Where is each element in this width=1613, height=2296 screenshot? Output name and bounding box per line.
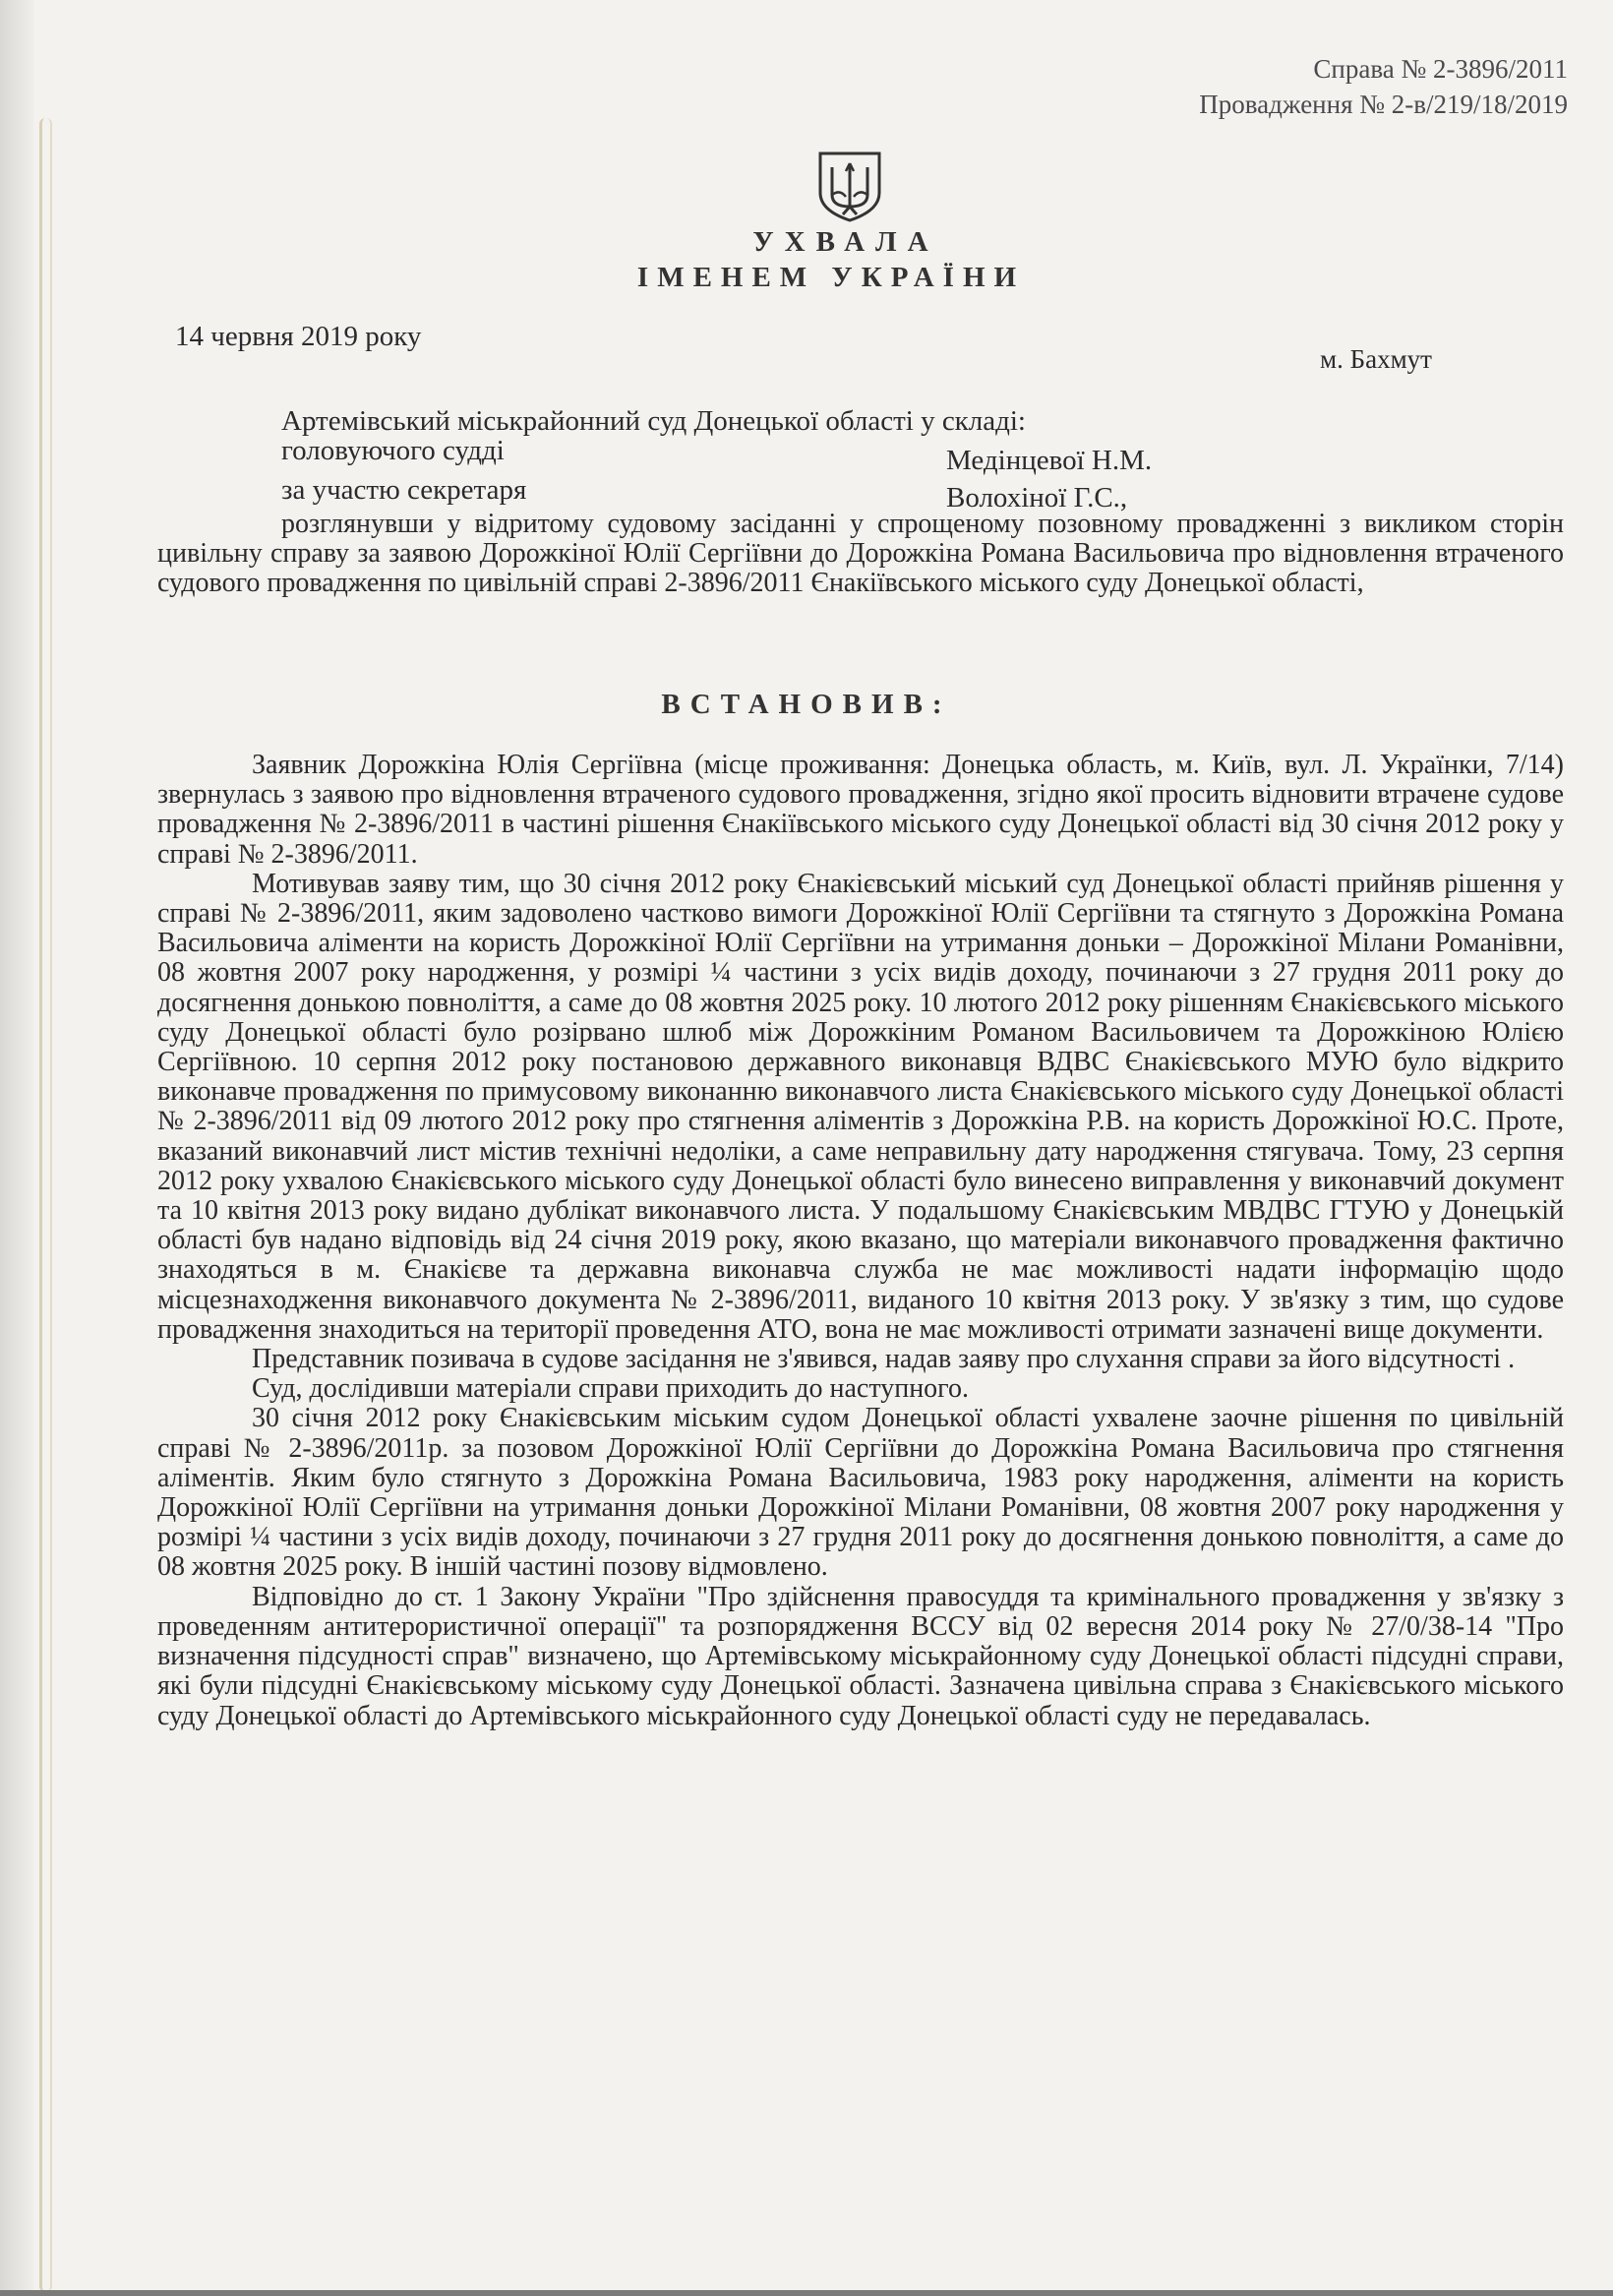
presiding-role: головуючого судді xyxy=(281,435,505,466)
paragraph: Мотивував заяву тим, що 30 січня 2012 року Єнакієвський міський суд Донецької області прийняв рішення у справі № 2-3896/2011, яким задоволено частково вимоги Дорожкіної Юлії Сергіївни та стягнуто з Дорожкіна Романа Васильовича аліменти на користь Дорожкіної Юлії Сергіївни на утримання доньки – Дорожкіної Мілани Романівни, 08 жовтня 2007 року народження, у розмірі ¼ частини з усіх видів доходу, починаючи з 27 грудня 2011 року до досягнення донькою повноліття, а саме до 08 жовтня 2025 року. 10 лютого 2012 року рішенням Єнакієвського міського суду Донецької області було розірвано шлюб між Дорожкіним Романом Васильовичем та Дорожкіною Юлією Сергіївною. 10 серпня 2012 року постановою державного виконавця ВДВС Єнакієвського МУЮ було відкрито виконавче провадження по примусовому виконанню виконавчого листа Єнакієвського міського суду Донецької області № 2-3896/2011 від 09 лютого 2012 року про стягнення аліментів з Дорожкіна Р.В. на користь Дорожкіної Ю.С. Проте, вказаний виконавчий лист містив технічні недоліки, а саме неправильну дату народження стягувача. Тому, 23 серпня 2012 року ухвалою Єнакієвського міського суду Донецької області було винесено виправлення у виконавчий документ та 10 квітня 2013 року видано дублікат виконавчого листа. У подальшому Єнакієвським МВДВС ГТУЮ у Донецькій області був надано відповідь від 24 січня 2019 року, якою вказано, що матеріали виконавчого провадження фактично знаходяться в м. Єнакієве та державна виконавча служба не має можливості надати інформацію щодо місцезнаходження виконавчого документа № 2-3896/2011, виданого 10 квітня 2013 року. У зв'язку з тим, що судове провадження знаходиться на території проведення АТО, вона не має можливості отримати зазначені вище документи. xyxy=(157,868,1564,1345)
case-references xyxy=(1199,51,1568,122)
secretary-name: Волохіної Г.С., xyxy=(946,482,1128,514)
body-text xyxy=(157,751,1564,1731)
document-date: 14 червня 2019 року xyxy=(175,321,422,352)
secretary-role: за участю секретаря xyxy=(281,474,527,506)
binding-string xyxy=(39,118,52,2292)
case-number: Справа № 2-3896/2011 xyxy=(1313,54,1568,84)
paragraph: 30 січня 2012 року Єнакієвським міським судом Донецької області ухвалене заочне рішення по цивільній справі № 2-3896/2011р. за позовом Дорожкіної Юлії Сергіївни до Дорожкіна Романа Васильовича про стягнення аліментів. Яким було стягнуто з Дорожкіна Романа Васильовича, 1983 року народження, аліменти на користь Дорожкіної Юлії Сергіївни на утримання доньки Дорожкіної Мілани Романівни, 08 жовтня 2007 року народження у розмірі ¼ частини з усіх видів доходу, починаючи з 27 грудня 2011 року до досягнення донькою повноліття, а саме до 08 жовтня 2025 року. В іншій частині позову відмовлено. xyxy=(157,1403,1564,1583)
intro-paragraph: розглянувши у відритому судовому засіданні у спрощеному позовному провадженні з викликом сторін цивільну справу за заявою Дорожкіної Юлії Сергіївни до Дорожкіна Романа Васильовича про відновлення втраченого судового провадження по цивільній справі 2-3896/2011 Єнакіївського міського суду Донецької області, xyxy=(157,509,1564,599)
court-composition: Артемівський міськрайонний суд Донецької області у складі: xyxy=(281,405,1026,437)
section-heading: ВСТАНОВИВ: xyxy=(661,689,952,720)
paragraph: Відповідно до ст. 1 Закону України "Про здійснення правосуддя та кримінального провадження у зв'язку з проведенням антитерористичної операції" та розпорядження ВССУ від 02 вересня 2014 року № 27/0/38-14 "Про визначення підсудності справ" визначено, що Артемівському міськрайонному суду Донецької області підсудні справи, які були підсудні Єнакієвському міському суду Донецької області. Зазначена цивільна справа з Єнакієвського міського суду Донецької області до Артемівського міськрайонного суду Донецької області суду не передавалась. xyxy=(157,1581,1564,1731)
paragraph: Суд, дослідивши матеріали справи приходить до наступного. xyxy=(252,1373,969,1405)
document-subtitle: ІМЕНЕМ УКРАЇНИ xyxy=(636,262,1026,293)
paragraph: Заявник Дорожкіна Юлія Сергіївна (місце проживання: Донецька область, м. Київ, вул. Л. Українки, 7/14) звернулась з заявою про відновлення втраченого судового провадження, згідно якої просить відновити втрачене судове провадження № 2-3896/2011 в частині рішення Єнакіївського міського суду Донецької області від 30 січня 2012 року у справі № 2-3896/2011. xyxy=(157,750,1564,870)
document-title: УХВАЛА xyxy=(752,226,939,258)
binding-edge xyxy=(0,0,33,2296)
document-city: м. Бахмут xyxy=(1320,344,1432,374)
paragraph: Представник позивача в судове засідання не з'явився, надав заяву про слухання справи за його відсутності . xyxy=(252,1344,1516,1375)
trident-emblem-icon xyxy=(810,150,889,224)
presiding-name: Медінцевої Н.М. xyxy=(946,445,1153,476)
proceeding-number: Провадження № 2-в/219/18/2019 xyxy=(1199,90,1568,119)
scan-edge xyxy=(0,2290,1613,2296)
